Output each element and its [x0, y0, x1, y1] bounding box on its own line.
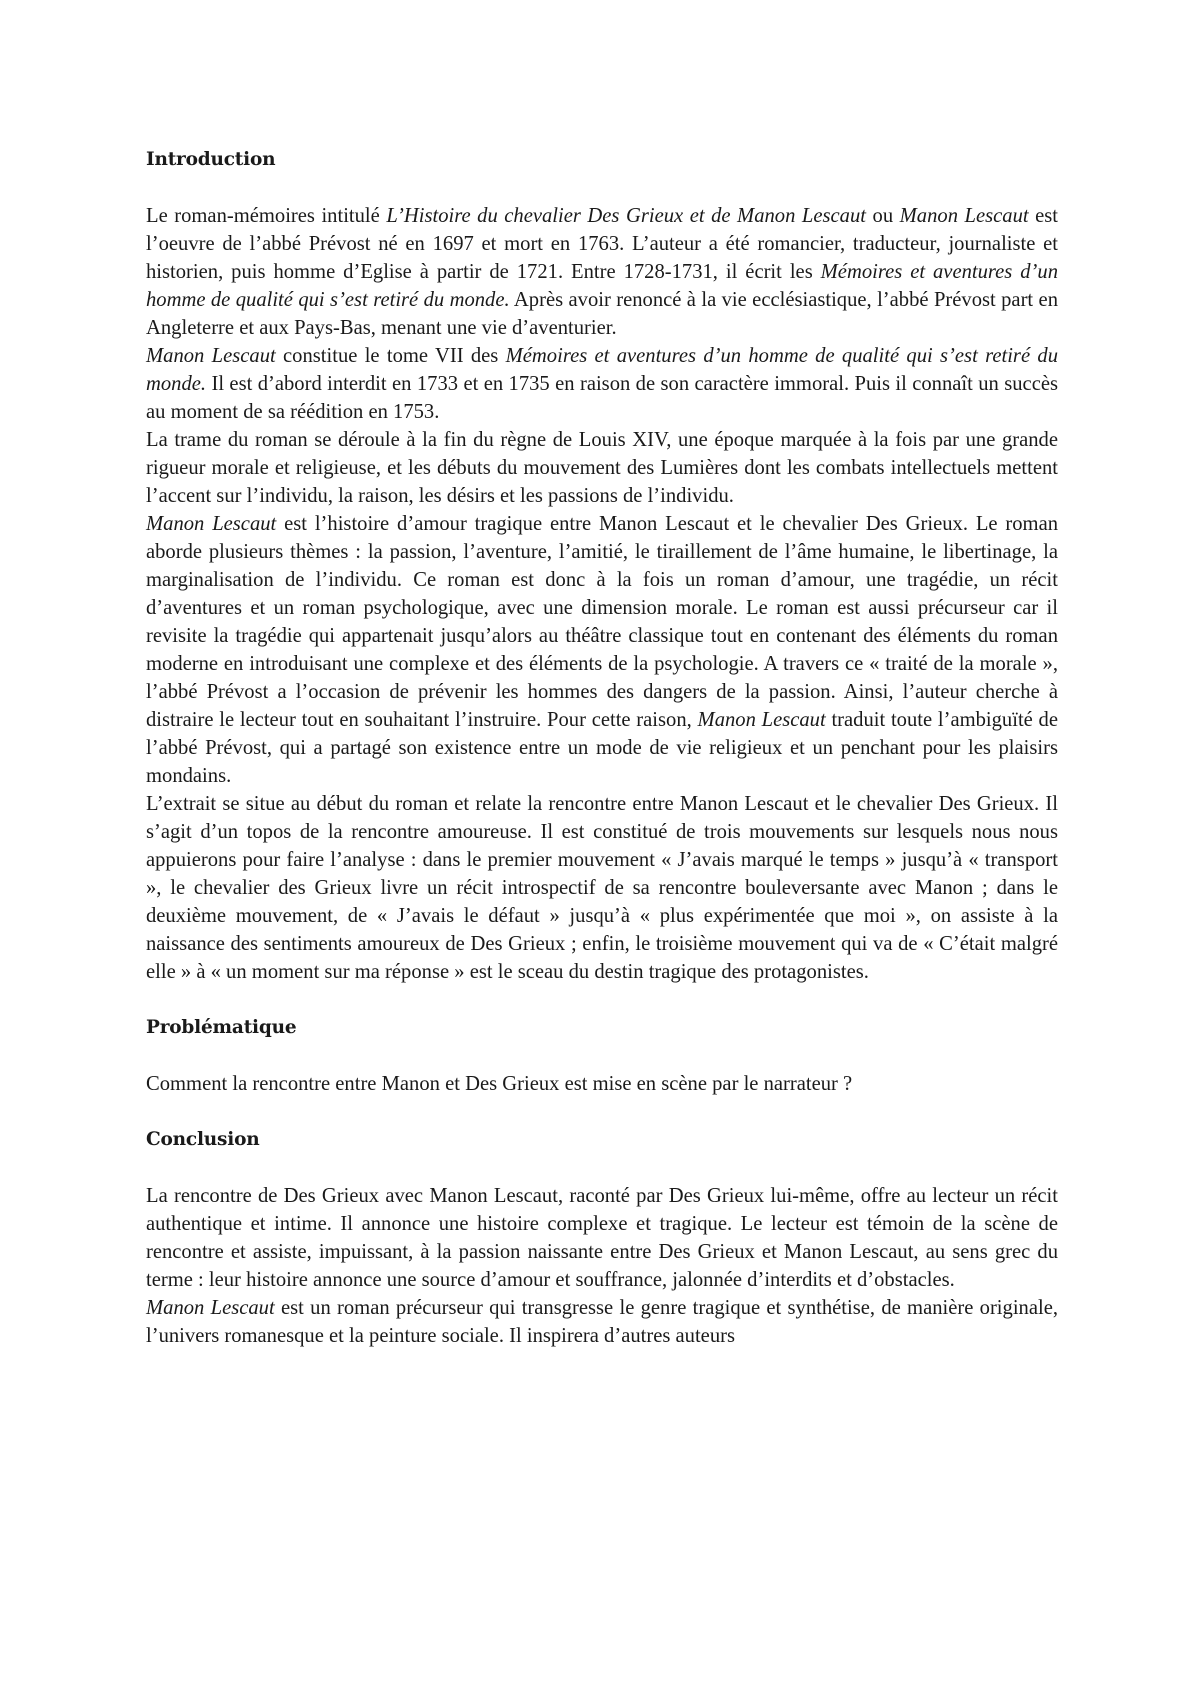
section-heading-introduction: Introduction: [146, 149, 276, 170]
section-heading-problematique: Problématique: [146, 1017, 297, 1038]
spacer: [146, 1154, 1058, 1182]
intro-paragraph-1: [146, 202, 1058, 342]
spacer: [146, 1042, 1058, 1070]
intro-paragraph-5: [146, 790, 1058, 986]
text-run: Comment la rencontre entre Manon et Des Grieux est mise en scène par le narrateur ?: [146, 1073, 853, 1095]
italic-title-run: Manon Lescaut: [146, 1297, 275, 1319]
italic-title-run: Manon Lescaut: [899, 205, 1029, 227]
text-run: est un roman précurseur qui transgresse le genre tragique et synthétise, de manière originale, l’univers romanesque et la peinture sociale. Il inspirera d’autres auteurs: [146, 1297, 1058, 1347]
intro-paragraph-2: [146, 342, 1058, 426]
text-run: traduit toute l’ambiguïté de l’abbé Prévost, qui a partagé son existence entre un mode de vie religieux et un penchant pour les plaisirs mondains.: [146, 709, 1058, 787]
intro-paragraph-3: [146, 426, 1058, 510]
italic-title-run: Mémoires et aventures d’un homme de qualité qui s’est retiré du monde.: [146, 345, 1058, 395]
italic-title-run: L’Histoire du chevalier Des Grieux et de Manon Lescaut: [386, 205, 866, 227]
text-run: Après avoir renoncé à la vie ecclésiastique, l’abbé Prévost part en Angleterre et aux Pays-Bas, menant une vie d’aventurier.: [146, 289, 1058, 339]
spacer: [146, 986, 1058, 1014]
section-heading-conclusion: Conclusion: [146, 1129, 260, 1150]
text-run: La rencontre de Des Grieux avec Manon Lescaut, raconté par Des Grieux lui-même, offre au lecteur un récit authentique et intime. Il annonce une histoire complexe et tragique. Le lecteur est témoin de la scène de rencontre et assiste, impuissant, à la passion naissante entre Des Grieux et Manon Lescaut, au sens grec du terme : leur histoire annonce une source d’amour et souffrance, jalonnée d’interdits et d’obstacles.: [146, 1185, 1058, 1291]
spacer: [146, 1098, 1058, 1126]
italic-title-run: Mémoires et aventures d’un homme de qualité qui s’est retiré du monde.: [146, 261, 1058, 311]
text-run: ou: [866, 205, 900, 227]
italic-title-run: Manon Lescaut: [146, 345, 276, 367]
text-run: La trame du roman se déroule à la fin du règne de Louis XIV, une époque marquée à la fois par une grande rigueur morale et religieuse, et les débuts du mouvement des Lumières dont les combats intellectuels mettent l’accent sur l’individu, la raison, les désirs et les passions de l’individu.: [146, 429, 1058, 507]
text-run: est l’oeuvre de l’abbé Prévost né en 1697 et mort en 1763. L’auteur a été romancier, traducteur, journaliste et historien, puis homme d’Eglise à partir de 1721. Entre 1728-1731, il écrit les: [146, 205, 1058, 283]
text-run: L’extrait se situe au début du roman et relate la rencontre entre Manon Lescaut et le chevalier Des Grieux. Il s’agit d’un topos de la rencontre amoureuse. Il est constitué de trois mouvements sur lesquels nous nous appuierons pour faire l’analyse : dans le premier mouvement « J’avais marqué le temps » jusqu’à « transport », le chevalier des Grieux livre un récit introspectif de sa rencontre bouleversante avec Manon ; dans le deuxième mouvement, de « J’avais le défaut » jusqu’à « plus expérimentée que moi », on assiste à la naissance des sentiments amoureux de Des Grieux ; enfin, le troisième mouvement qui va de « C’était malgré elle » à « un moment sur ma réponse » est le sceau du destin tragique des protagonistes.: [146, 793, 1058, 983]
conclusion-paragraph-2: [146, 1294, 1058, 1350]
conclusion-paragraph-1: [146, 1182, 1058, 1294]
italic-title-run: Manon Lescaut: [697, 709, 826, 731]
intro-paragraph-4: [146, 510, 1058, 790]
spacer: [146, 174, 1058, 202]
italic-title-run: Manon Lescaut: [146, 513, 277, 535]
problematique-paragraph: [146, 1070, 1058, 1098]
text-run: constitue le tome VII des: [275, 345, 506, 367]
text-run: Le roman-mémoires intitulé: [146, 205, 387, 227]
text-run: est l’histoire d’amour tragique entre Manon Lescaut et le chevalier Des Grieux. Le roman aborde plusieurs thèmes : la passion, l’aventure, l’amitié, le tiraillement de l’âme humaine, le libertinage, la marginalisation de l’individu. Ce roman est donc à la fois un roman d’amour, une tragédie, un récit d’aventures et un roman psychologique, avec une dimension morale. Le roman est aussi précurseur car il revisite la tragédie qui appartenait jusqu’alors au théâtre classique tout en contenant des éléments du roman moderne en introduisant une complexe et des éléments de la psychologie. A travers ce « traité de la morale », l’abbé Prévost a l’occasion de prévenir les hommes des dangers de la passion. Ainsi, l’auteur cherche à distraire le lecteur tout en souhaitant l’instruire. Pour cette raison,: [146, 513, 1059, 731]
document-body: [146, 146, 1058, 1350]
text-run: Il est d’abord interdit en 1733 et en 1735 en raison de son caractère immoral. Puis il connaît un succès au moment de sa réédition en 1753.: [146, 373, 1058, 423]
